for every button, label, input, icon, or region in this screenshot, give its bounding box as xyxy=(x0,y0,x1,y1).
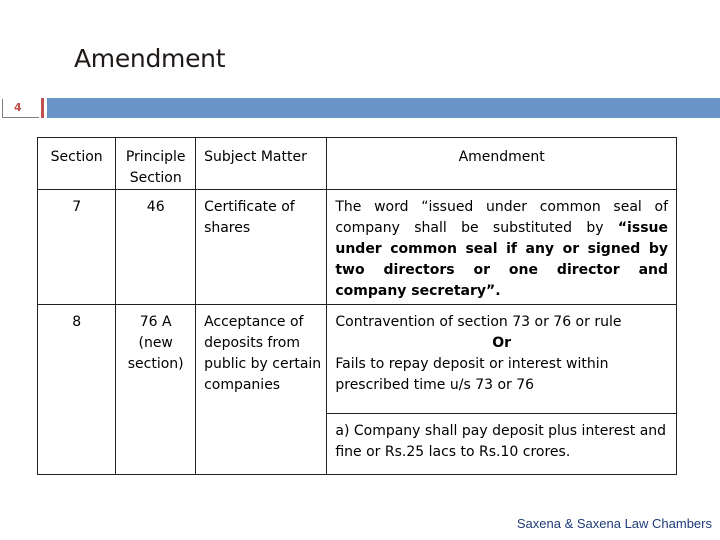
row1-subject: Certificate of shares xyxy=(204,199,295,236)
slide-number: 4 xyxy=(14,101,22,114)
row2-principle xyxy=(116,305,195,375)
row3-amendment-cell xyxy=(327,414,677,475)
header-bar xyxy=(47,98,720,118)
row1-amendment xyxy=(335,190,668,302)
header-principle-line1: Principle xyxy=(125,149,186,165)
row2-amendment-line2: Fails to repay deposit or interest within prescribed time u/s 73 or 76 xyxy=(335,356,609,393)
table-header-row xyxy=(38,138,677,190)
row2-section: 8 xyxy=(72,314,82,330)
slide-number-divider xyxy=(41,98,44,118)
row1-principle-cell xyxy=(116,190,196,305)
row1-amendment-plain: The word “issued under common seal of company shall be substituted by xyxy=(335,199,668,236)
header-section: Section xyxy=(50,149,103,165)
header-subject-cell xyxy=(196,138,327,190)
row2-principle-line2: (new xyxy=(138,335,173,351)
header-principle-cell xyxy=(116,138,196,190)
row2-amendment-cell xyxy=(327,305,677,414)
amendment-table xyxy=(37,137,677,475)
row2-principle-line3: section) xyxy=(127,356,184,372)
footer-firm-name: Saxena & Saxena Law Chambers xyxy=(516,516,712,531)
header-amendment-cell xyxy=(327,138,677,190)
row1-amendment-cell xyxy=(327,190,677,305)
row1-principle: 46 xyxy=(146,199,165,215)
row2-principle-line1: 76 A xyxy=(139,314,172,330)
table-row xyxy=(38,190,677,305)
row1-section-cell xyxy=(38,190,116,305)
row2-subject-cell xyxy=(196,305,327,475)
row2-section-cell xyxy=(38,305,116,475)
row2-amendment-or: Or xyxy=(492,335,512,351)
table-row xyxy=(38,305,677,414)
header-amendment: Amendment xyxy=(458,149,545,165)
row2-amendment-line1: Contravention of section 73 or 76 or rule xyxy=(335,314,622,330)
row2-principle-cell xyxy=(116,305,196,475)
row1-amendment-bold: “issue under common seal if any or signed by two directors or one director and company secretary”. xyxy=(335,220,668,299)
header-principle-line2: Section xyxy=(129,170,182,186)
row3-amendment: a) Company shall pay deposit plus interest and fine or Rs.25 lacs to Rs.10 crores. xyxy=(335,423,667,460)
slide-title: Amendment xyxy=(74,44,226,73)
row1-section: 7 xyxy=(72,199,82,215)
header-subject: Subject Matter xyxy=(204,149,307,165)
row2-amendment xyxy=(335,305,668,396)
row2-subject: Acceptance of deposits from public by certain companies xyxy=(204,314,322,393)
row1-subject-cell xyxy=(196,190,327,305)
header-principle xyxy=(116,138,195,189)
header-section-cell xyxy=(38,138,116,190)
